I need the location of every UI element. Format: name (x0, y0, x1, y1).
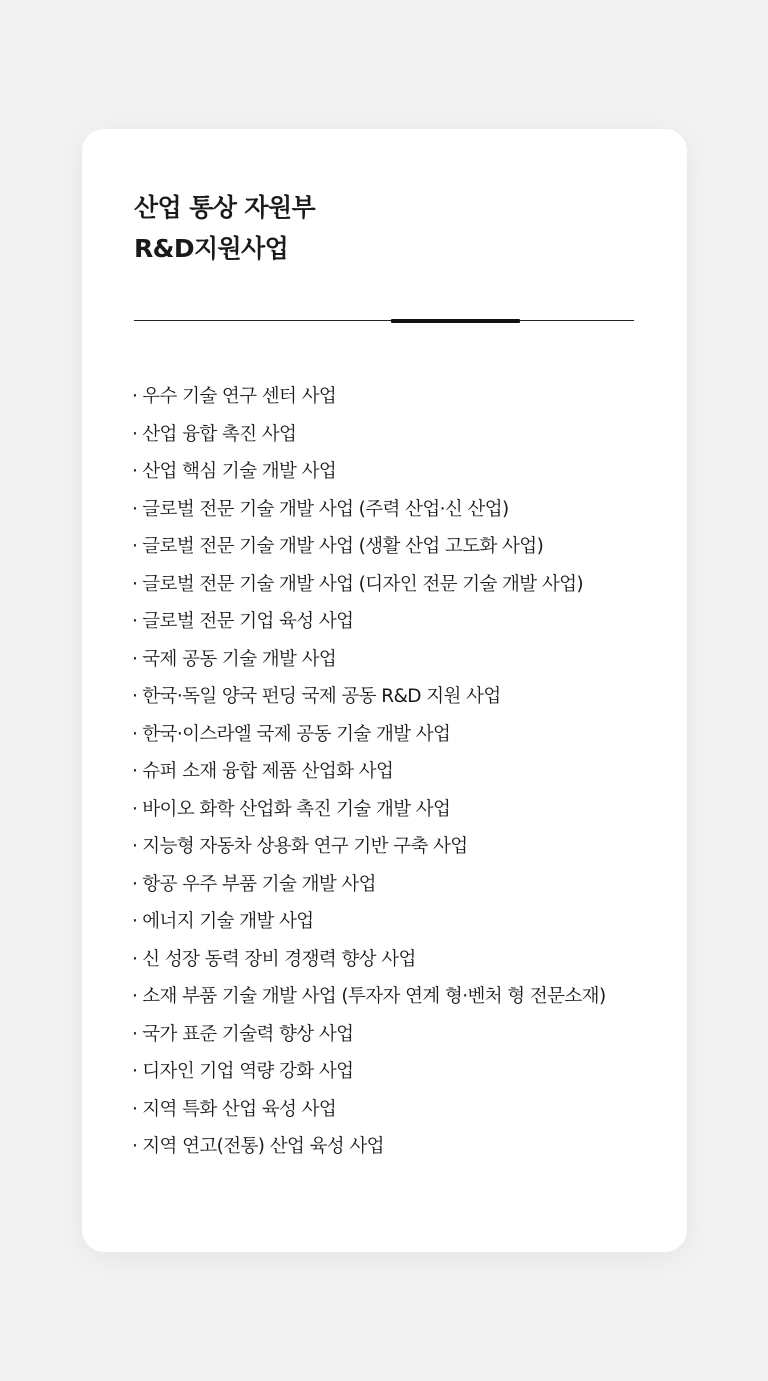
program-name: 바이오 화학 산업화 촉진 기술 개발 사업 (142, 798, 451, 820)
bullet-mark: · (132, 536, 138, 557)
bullet-mark: · (132, 1136, 138, 1157)
program-name: 산업 핵심 기술 개발 사업 (142, 461, 337, 482)
program-name: 디자인 기업 역량 강화 사업 (142, 1061, 354, 1082)
program-name: 지역 특화 산업 육성 사업 (142, 1098, 337, 1120)
program-name: 글로벌 전문 기술 개발 사업 (생활 산업 고도화 사업) (142, 536, 544, 557)
list-item (132, 1128, 652, 1166)
program-list (132, 378, 652, 1166)
page-title (134, 187, 634, 269)
bullet-mark: · (132, 686, 138, 707)
list-item (132, 978, 652, 1016)
program-name: 한국·독일 양국 펀딩 국제 공동 R&D 지원 사업 (142, 686, 501, 707)
list-item (132, 903, 652, 941)
program-name: 신 성장 동력 장비 경쟁력 향상 사업 (142, 948, 416, 970)
program-name: 글로벌 전문 기업 육성 사업 (142, 611, 354, 632)
program-name: 산업 융합 촉진 사업 (142, 423, 297, 445)
bullet-mark: · (132, 948, 138, 970)
bullet-mark: · (132, 611, 138, 632)
list-item (132, 416, 652, 454)
list-item (132, 491, 652, 529)
list-item (132, 566, 652, 604)
info-card (82, 129, 687, 1252)
bullet-mark: · (132, 798, 138, 820)
program-name: 국가 표준 기술력 향상 사업 (142, 1023, 354, 1045)
program-name: 국제 공동 기술 개발 사업 (142, 648, 337, 670)
program-name: 소재 부품 기술 개발 사업 (투자자 연계 형·벤처 형 전문소재) (142, 986, 606, 1007)
title-line-2: R&D지원사업 (134, 234, 289, 263)
list-item (132, 866, 652, 904)
list-item (132, 453, 652, 491)
list-item (132, 1053, 652, 1091)
bullet-mark: · (132, 461, 138, 482)
program-name: 슈퍼 소재 융합 제품 산업화 사업 (142, 761, 394, 782)
bullet-mark: · (132, 911, 138, 932)
bullet-mark: · (132, 986, 138, 1007)
list-item (132, 716, 652, 754)
list-item (132, 753, 652, 791)
program-name: 에너지 기술 개발 사업 (142, 911, 314, 932)
list-item (132, 828, 652, 866)
program-name: 한국·이스라엘 국제 공동 기술 개발 사업 (142, 723, 451, 745)
list-item (132, 791, 652, 829)
bullet-mark: · (132, 761, 138, 782)
bullet-mark: · (132, 723, 138, 745)
bullet-mark: · (132, 1098, 138, 1120)
list-item (132, 941, 652, 979)
program-name: 지능형 자동차 상용화 연구 기반 구축 사업 (142, 836, 468, 857)
list-item (132, 603, 652, 641)
program-name: 글로벌 전문 기술 개발 사업 (주력 산업·신 산업) (142, 498, 509, 520)
bullet-mark: · (132, 1061, 138, 1082)
list-item (132, 1016, 652, 1054)
bullet-mark: · (132, 498, 138, 520)
list-item (132, 378, 652, 416)
bullet-mark: · (132, 423, 138, 445)
section-divider (134, 320, 634, 321)
list-item (132, 528, 652, 566)
program-name: 우수 기술 연구 센터 사업 (142, 386, 337, 407)
bullet-mark: · (132, 648, 138, 670)
bullet-mark: · (132, 836, 138, 857)
program-name: 지역 연고(전통) 산업 육성 사업 (142, 1136, 384, 1157)
bullet-mark: · (132, 1023, 138, 1045)
list-item (132, 678, 652, 716)
divider-accent-bar (391, 319, 520, 323)
program-name: 항공 우주 부품 기술 개발 사업 (142, 873, 376, 895)
bullet-mark: · (132, 573, 138, 595)
title-line-1: 산업 통상 자원부 (134, 193, 316, 222)
bullet-mark: · (132, 386, 138, 407)
bullet-mark: · (132, 873, 138, 895)
list-item (132, 1091, 652, 1129)
program-name: 글로벌 전문 기술 개발 사업 (디자인 전문 기술 개발 사업) (142, 573, 584, 595)
list-item (132, 641, 652, 679)
